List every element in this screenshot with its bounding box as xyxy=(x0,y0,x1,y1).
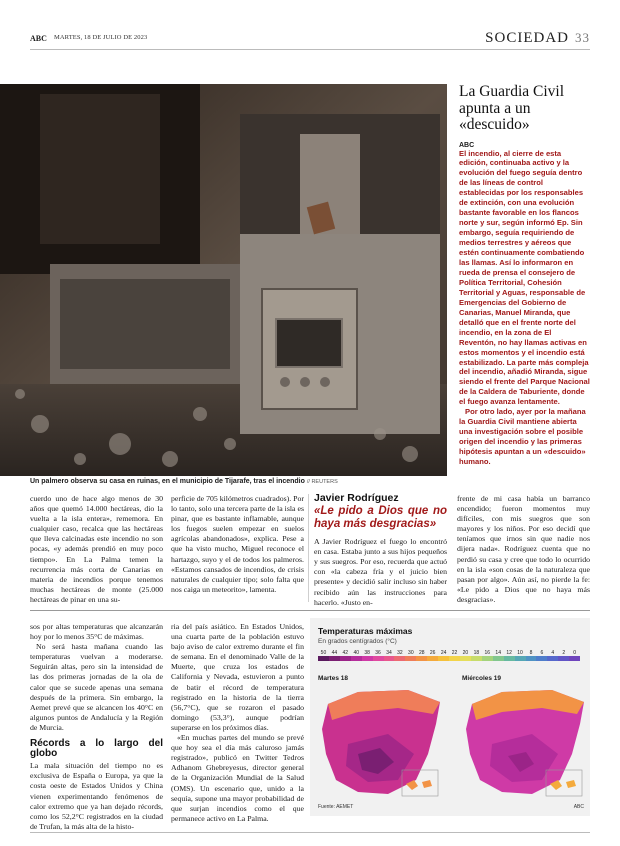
scale-tick-label: 42 xyxy=(342,650,349,656)
scale-color-swatch xyxy=(329,656,340,661)
section-name: SOCIEDAD xyxy=(485,30,569,46)
scale-tick-label: 14 xyxy=(495,650,501,656)
scale-tick-label: 34 xyxy=(386,650,392,656)
photo-credit: // REUTERS xyxy=(306,479,338,485)
page-number: 33 xyxy=(575,30,590,45)
page-header xyxy=(30,30,590,48)
article-column-6 xyxy=(171,622,304,824)
sidebar-byline: ABC xyxy=(459,141,475,149)
scale-color-swatch xyxy=(438,656,449,661)
scale-color-swatch xyxy=(460,656,471,661)
article-paragraph: ria del país asiático. En Estados Unidos, una cuarta parte de la población estuvo bajo aviso de calor extremo durante el fin de semana. En el denominado Valle de la Muerte, que cruza los estados de California y Nevada, estuvieron a punto de batir el récord de temperatura registrado en la historia de la tierra (56,7°C), que se rozaron el pasado domingo (53,3°), aunque podrían superarse en los próximos días. xyxy=(171,622,304,732)
map-label-tuesday: Martes 18 xyxy=(318,675,348,682)
temperature-map-graphic xyxy=(310,618,590,816)
scale-color-swatch xyxy=(351,656,362,661)
scale-tick-label: 50 xyxy=(320,650,327,656)
issue-date: MARTES, 18 DE JULIO DE 2023 xyxy=(54,34,148,41)
scale-tick-label: 22 xyxy=(451,650,458,656)
article-column-5 xyxy=(30,622,163,832)
map-source: Fuente: AEMET xyxy=(318,804,354,810)
article-column-2 xyxy=(171,494,304,595)
pull-quote-title: «Le pido a Dios que no haya más desgracias» xyxy=(314,505,447,531)
map-subtitle: En grados centígrados (°C) xyxy=(318,638,397,645)
scale-tick-label: 26 xyxy=(429,650,436,656)
scale-color-swatch xyxy=(526,656,537,661)
scale-tick-label: 16 xyxy=(484,650,491,656)
map-label-wednesday: Miércoles 19 xyxy=(462,675,502,682)
scale-color-swatch xyxy=(504,656,515,661)
scale-color-swatch xyxy=(493,656,504,661)
main-photo xyxy=(0,84,447,476)
scale-tick-label: 8 xyxy=(529,650,533,656)
scale-color-swatch xyxy=(471,656,482,661)
scale-color-swatch xyxy=(515,656,526,661)
scale-tick-label: 6 xyxy=(540,650,544,656)
scale-tick-label: 44 xyxy=(331,650,338,656)
story-divider xyxy=(30,610,590,611)
scale-color-swatch xyxy=(482,656,493,661)
scale-tick-label: 18 xyxy=(473,650,480,656)
scale-color-swatch xyxy=(427,656,438,661)
scale-color-swatch xyxy=(536,656,547,661)
scale-color-swatch xyxy=(416,656,427,661)
article-column-3 xyxy=(314,493,447,608)
article-paragraph: sos por altas temperaturas que alcanzarán hoy por lo menos 35°C de máximas. xyxy=(30,622,163,642)
article-paragraph: A Javier Rodríguez el fuego lo encontró en casa. Estaba junto a sus hijos pequeños y sus suegros. Por eso, recuerda que actuó con «la cabeza fría y el juicio bien presente» y decidió salir incluso sin haber recibido aún las instrucciones para hacerlo. «Justo en- xyxy=(314,537,447,607)
article-paragraph: «En muchas partes del mundo se prevé que hoy sea el día más caluroso jamás registrado», publicó en Twitter Tedros Adhanom Ghebreyesus, director general de la Organización Mundial de la Salud (OMS). Un escenario que, unido a la sequía, supone una mayor probabilidad de que surjan incendios como el que permanece activo en La Palma. xyxy=(171,733,304,823)
scale-color-swatch xyxy=(405,656,416,661)
column-divider xyxy=(308,494,309,602)
spain-map-wednesday xyxy=(462,684,590,802)
map-credit: ABC xyxy=(573,804,584,810)
scale-color-swatch xyxy=(340,656,351,661)
scale-tick-label: 4 xyxy=(551,650,555,656)
scale-tick-label: 28 xyxy=(418,650,425,656)
article-column-4 xyxy=(457,494,590,605)
scale-tick-label: 10 xyxy=(517,650,523,656)
scale-tick-label: 20 xyxy=(462,650,469,656)
scale-tick-label: 12 xyxy=(506,650,512,656)
article-paragraph: La mala situación del tiempo no es exclusiva de España o Europa, ya que la costa oeste de Estados Unidos y China vienen experimentando fenómenos de calor extremo que ya han dejado récords, como los 52,2°C registrados en la ciudad de Trufan, la más alta de la histo- xyxy=(30,761,163,831)
article-paragraph: perficie de 705 kilómetros cuadrados). Por lo tanto, solo una tercera parte de la isla es pinar, que es bastante inflamable, aunque los fuegos suelen empezar en suelos agrícolas abandonados», explica. Pese a que ha visto mucho, Miguel reconoce el hartazgo, suyo y el de todos los palmeros. «Estamos cansados de incendios, de crisis naturales de cualquier tipo; solo falta que nos caiga un meteorito», lamenta. xyxy=(171,494,304,594)
footer-divider xyxy=(30,832,590,833)
scale-tick-label: 36 xyxy=(375,650,381,656)
burned-house-image xyxy=(0,84,447,476)
caption-text: Un palmero observa su casa en ruinas, en el municipio de Tijarafe, tras el incendio xyxy=(30,478,305,485)
scale-tick-label: 30 xyxy=(408,650,414,656)
header-divider xyxy=(30,49,590,50)
interviewee-name: Javier Rodríguez xyxy=(314,492,399,504)
scale-tick-label: 40 xyxy=(353,650,359,656)
scale-tick-label: 38 xyxy=(364,650,370,656)
subheading: Récords a lo largo del globo xyxy=(30,738,163,760)
article-paragraph: frente de mi casa había un barranco encendido; fueron momentos muy difíciles, con mis suegros que son mayores y los niños. Por eso decidí que teníamos que irnos sin que nadie nos dijera nada». Rodríguez cuenta que no perdió su casa y cree que todo lo ocurrido en la isla «son cosas de la naturaleza que pasan por algo». Aún así, no pierde la fe: «Le pido a Dios que no haya más desgracias». xyxy=(457,494,590,604)
scale-color-swatch xyxy=(569,656,580,661)
scale-color-swatch xyxy=(362,656,373,661)
sidebar-paragraph: Por otro lado, ayer por la mañana la Guardia Civil mantiene abierta una investigación sobre el posible origen del incendio y las primeras hipótesis apuntan a un «descuido» humano. xyxy=(459,407,586,467)
scale-color-swatch xyxy=(318,656,329,661)
scale-color-swatch xyxy=(449,656,460,661)
sidebar-paragraph: El incendio, al cierre de esta edición, continuaba activo y la evolución del fuego seguía dentro de las líneas de control establecidas por los responsables de extinción, con una evolución bastante favorable en los flancos norte y sur, según informó Ep. Sin embargo, seguía requiriendo de medios terrestres y aéreos que estén continuamente combatiendo las llamas. Así lo informaron en rueda de prensa el consejero de Política Territorial, Cohesión Territorial y Aguas, responsable de Emergencias del Gobierno de Canarias, Manuel Miranda, que detalló que en el frente norte del incendio, en la zona de El Reventón, no hay llamas activas en estos momentos y el incendio está estabilizado. La parte más compleja del incendio, añadió Miranda, sigue siendo el frente del Parque Nacional de la Caldera de Taburiente, donde el fuego avanza lentamente. xyxy=(459,148,590,407)
article-paragraph: cuerdo uno de hace algo menos de 30 años que quemó 14.000 hectáreas, dio la vuelta a la isla entera», rememora. En cualquier caso, recalca que las hectáreas que lleva calcinadas este incendio no son pocas, «y además prendió en muy poco tiempo». En La Palma temen la recurrencia más corta de Canarias en materia de incendios porque tenemos muchas hectáreas de monte (25.000 hectáreas de pinar en una su- xyxy=(30,494,163,604)
scale-color-swatch xyxy=(373,656,384,661)
scale-tick-label: 2 xyxy=(562,650,566,656)
sidebar-title: La Guardia Civil apunta a un «descuido» xyxy=(459,83,565,133)
scale-tick-label: 0 xyxy=(573,650,577,656)
scale-tick-label: 24 xyxy=(440,650,447,656)
article-column-1 xyxy=(30,494,163,605)
scale-color-swatch xyxy=(558,656,569,661)
masthead-logo: ABC xyxy=(30,34,47,43)
map-title: Temperaturas máximas xyxy=(318,626,413,636)
scale-tick-label: 32 xyxy=(397,650,403,656)
scale-bar xyxy=(318,656,580,661)
spain-map-tuesday xyxy=(318,684,446,802)
scale-color-swatch xyxy=(394,656,405,661)
sidebar-article xyxy=(459,84,590,467)
section-title xyxy=(485,30,590,47)
photo-caption xyxy=(30,478,450,485)
scale-color-swatch xyxy=(384,656,395,661)
scale-color-swatch xyxy=(547,656,558,661)
temperature-scale xyxy=(318,650,580,661)
article-paragraph: No será hasta mañana cuando las temperaturas vuelvan a moderarse. Seguirán altas, pero sin la intensidad de las dos primeras jornadas de la ola de calor que se sucede apenas una semana después de la primera. Sin embargo, la Aemet prevé que se alcancen los 40°C en algunos puntos de Andalucía y la Región de Murcia. xyxy=(30,642,163,732)
